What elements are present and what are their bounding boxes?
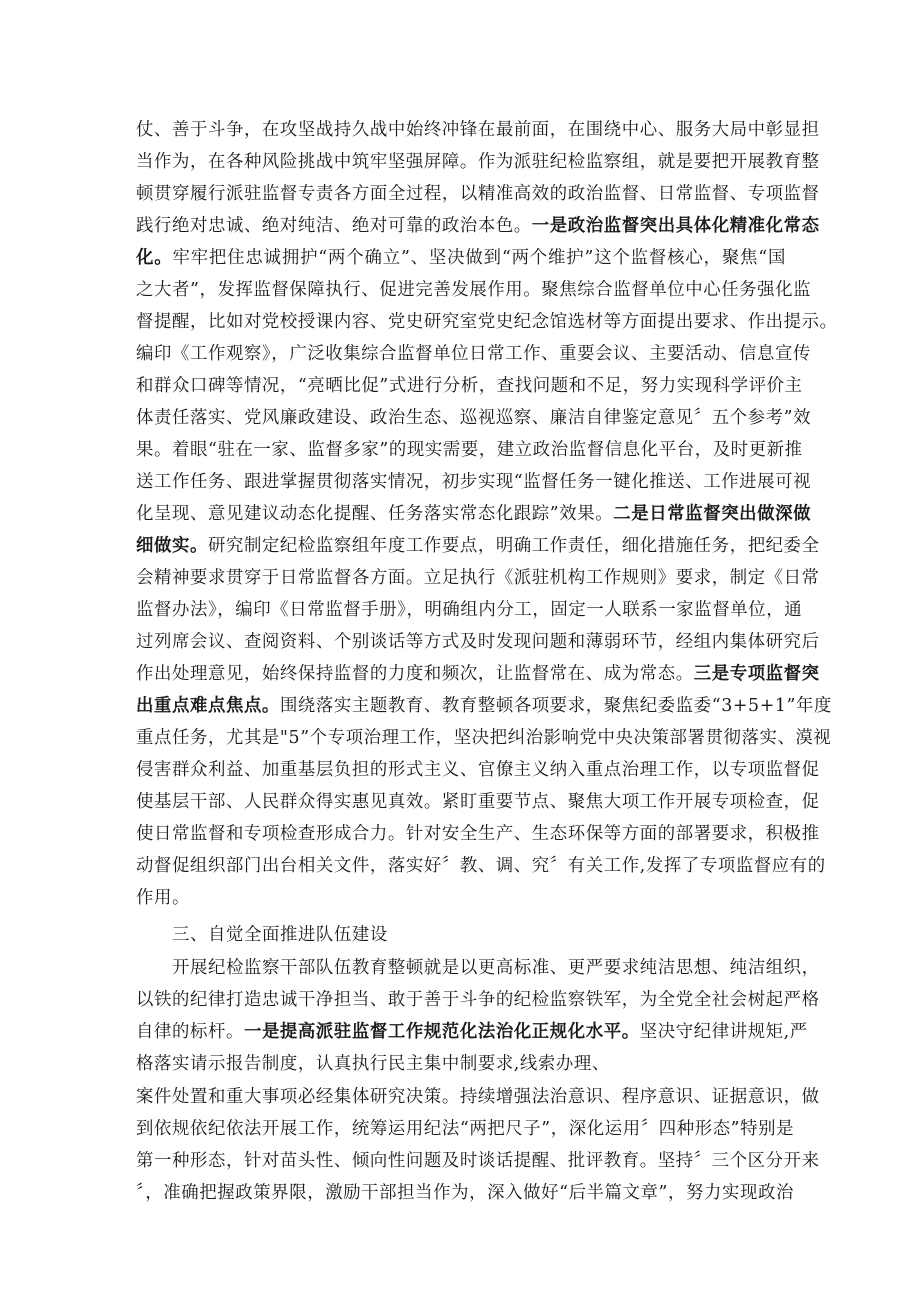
text-line xyxy=(172,955,820,981)
text-line xyxy=(136,117,820,143)
text-line xyxy=(136,987,820,1013)
text-line xyxy=(136,725,832,751)
text-span: 格落实请示报告制度，认真执行民主集中制要求,线索办理、 xyxy=(136,1054,610,1074)
text-line xyxy=(136,533,820,559)
text-line xyxy=(136,437,803,463)
text-line xyxy=(136,693,833,719)
text-span: 仗、善于斗争，在攻坚战持久战中始终冲锋在最前面，在围绕中心、服务大局中彰显担 xyxy=(136,120,820,140)
text-span: 第一种形态，针对苗头性、倾向性问题及时谈话提醒、批评教育。坚持〞三个区分开来 xyxy=(136,1151,820,1171)
text-line xyxy=(136,469,812,495)
text-span: 牢牢把住忠诚拥护“两个确立”、坚决做到“两个维护”这个监督核心，聚焦“国 xyxy=(172,248,786,268)
text-line xyxy=(136,341,811,367)
section-heading xyxy=(172,922,388,948)
text-span: 〞，准确把握政策界限，激励干部担当作为，深入做好“后半篇文章”，努力实现政治 xyxy=(136,1183,794,1203)
text-span: 送工作任务、跟进掌握贯彻落实情况，初步实现“监督任务一键化推送、工作进展可视 xyxy=(136,472,812,492)
text-span: 和群众口碑等情况，“亮晒比促”式进行分析，查找问题和不足，努力实现科学评价主 xyxy=(136,376,803,396)
text-line xyxy=(136,629,820,655)
text-span: 开展纪检监察干部队伍教育整顿就是以更高标准、更严要求纯洁思想、纯洁组织， xyxy=(172,958,820,978)
text-span: 监督办法》，编印《日常监督手册》，明确组内分工，固定一人联系一家监督单位，通 xyxy=(136,600,803,620)
text-line xyxy=(136,277,812,303)
text-span: 体责任落实、党风廉政建设、政治生态、巡视巡察、廉洁自律鉴定意见〞五个参考”效 xyxy=(136,408,812,428)
text-line xyxy=(136,885,786,911)
text-line xyxy=(136,181,820,207)
bold-phrase: 一是提高派驻监督工作规范化法治化正规化水平。 xyxy=(243,1022,640,1042)
text-line xyxy=(136,565,820,591)
text-line xyxy=(136,1180,794,1206)
bold-phrase: 化。 xyxy=(136,248,173,268)
text-span: 会精神要求贯穿于日常监督各方面。立足执行《派驻机构工作规则》要求，制定《日常 xyxy=(136,568,820,588)
text-line xyxy=(136,245,786,271)
text-span: 三、自觉全面推进队伍建设 xyxy=(172,925,388,945)
bold-phrase: 出重点难点焦点。 xyxy=(136,696,280,716)
text-line xyxy=(136,597,803,623)
text-span: 督提醒，比如对党校授课内容、党史研究室党史纪念馆选材等方面提出要求、作出提示。 xyxy=(136,312,838,332)
text-span: 重点任务，尤其是"5”个专项治理工作，坚决把纠治影响党中央决策部署贯彻落实、漠视 xyxy=(136,728,832,748)
bold-phrase: 细做实。 xyxy=(136,536,208,556)
bold-phrase: 一是政治监督突出具体化精准化常态 xyxy=(531,216,820,236)
text-span: 侵害群众利益、加重基层负担的形式主义、官僚主义纳入重点治理工作，以专项监督促 xyxy=(136,760,820,780)
text-line xyxy=(136,789,820,815)
text-span: 使基层干部、人民群众得实惠见真效。紧盯重要节点、聚焦大项工作开展专项检查，促 xyxy=(136,792,820,812)
text-span: 自律的标杆。 xyxy=(136,1022,244,1042)
text-line xyxy=(136,1019,808,1045)
text-span: 案件处置和重大事项必经集体研究决策。持续增强法治意识、程序意识、证据意识，做 xyxy=(136,1087,820,1107)
text-span: 之大者”，发挥监督保障执行、促进完善发展作用。聚焦综合监督单位中心任务强化监 xyxy=(136,280,812,300)
bold-phrase: 三是专项监督突 xyxy=(693,664,820,684)
text-span: 当作为，在各种风险挑战中筑牢坚强屏障。作为派驻纪检监察组，就是要把开展教育整 xyxy=(136,152,820,172)
text-span: 作出处理意见，始终保持监督的力度和频次，让监督常在、成为常态。 xyxy=(136,664,694,684)
text-line xyxy=(136,501,812,527)
text-span: 使日常监督和专项检查形成合力。针对安全生产、生态环保等方面的部署要求，积极推 xyxy=(136,824,820,844)
text-line xyxy=(136,405,812,431)
text-line xyxy=(136,821,820,847)
text-line xyxy=(136,1148,820,1174)
text-span: 果。着眼“驻在一家、监督多家”的现实需要，建立政治监督信息化平台，及时更新推 xyxy=(136,440,803,460)
text-span: 过列席会议、查阅资料、个别谈话等方式及时发现问题和薄弱环节，经组内集体研究后 xyxy=(136,632,820,652)
text-line xyxy=(136,1084,820,1110)
text-line xyxy=(136,373,803,399)
text-line xyxy=(136,1116,795,1142)
text-span: 研究制定纪检监察组年度工作要点，明确工作责任，细化措施任务，把纪委全 xyxy=(207,536,820,556)
text-line xyxy=(136,309,838,335)
text-span: 编印《工作观察》，广泛收集综合监督单位日常工作、重要会议、主要活动、信息宣传 xyxy=(136,344,811,364)
text-span: 到依规依纪依法开展工作，统筹运用纪法“两把尺子”，深化运用〞四种形态”特别是 xyxy=(136,1119,795,1139)
text-span: 以铁的纪律打造忠诚干净担当、敢于善于斗争的纪检监察铁军，为全党全社会树起严格 xyxy=(136,990,820,1010)
text-line xyxy=(136,1051,786,1077)
text-line xyxy=(136,213,820,239)
text-span: 践行绝对忠诚、绝对纯洁、绝对可靠的政治本色。 xyxy=(136,216,532,236)
text-span: 围绕落实主题教育、教育整顿各项要求，聚焦纪委监委“3+5+1”年度 xyxy=(279,696,833,716)
text-line xyxy=(136,149,820,175)
text-span: 坚决守纪律讲规矩,严 xyxy=(639,1022,808,1042)
text-span: 化呈现、意见建议动态化提醒、任务落实常态化跟踪”效果。 xyxy=(136,504,614,524)
bold-phrase: 二是日常监督突出做深做 xyxy=(613,504,812,524)
text-span: 作用。 xyxy=(136,888,190,908)
text-span: 顿贯穿履行派驻监督专责各方面全过程，以精准高效的政治监督、日常监督、专项监督 xyxy=(136,184,820,204)
text-line xyxy=(136,661,820,687)
text-line xyxy=(136,757,820,783)
text-line xyxy=(136,853,826,879)
text-span: 动督促组织部门出台相关文件，落实好〞教、调、究〞有关工作,发挥了专项监督应有的 xyxy=(136,856,826,876)
